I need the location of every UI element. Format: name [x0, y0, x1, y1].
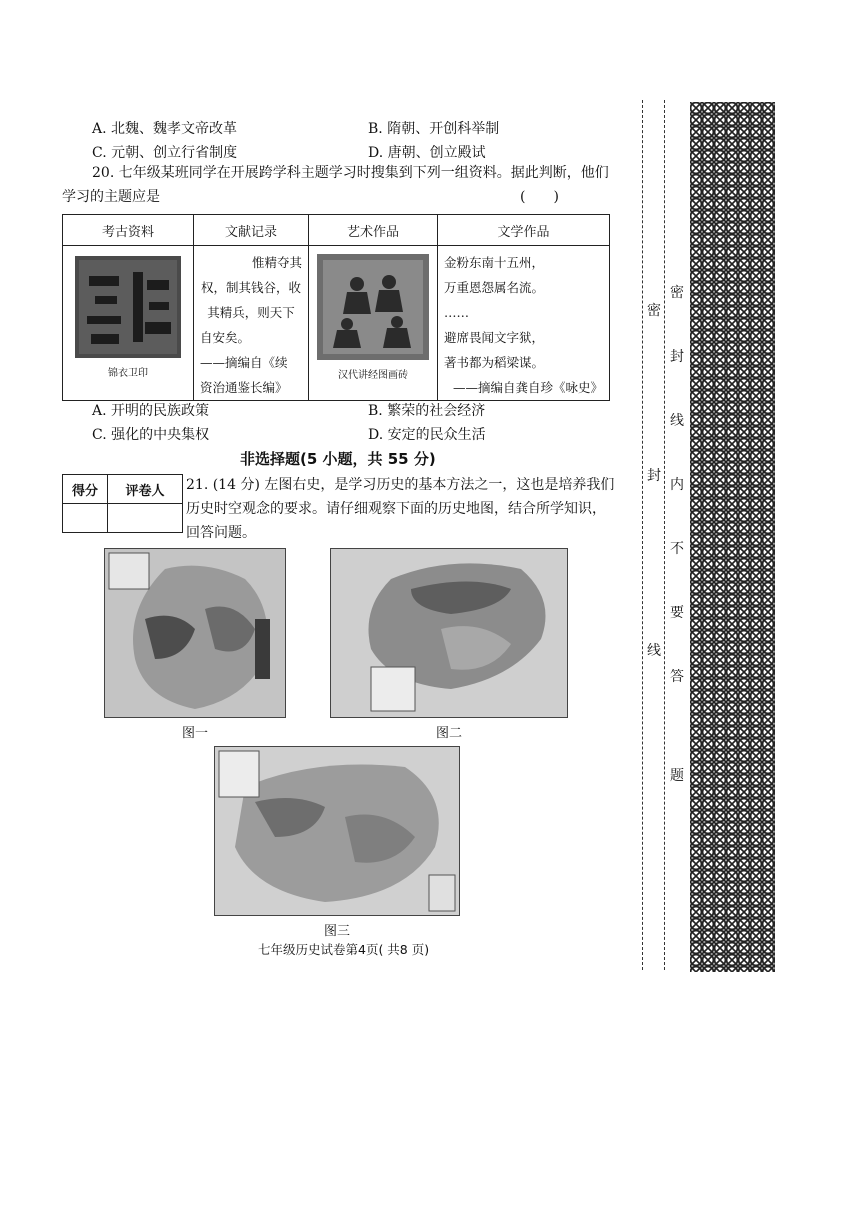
section-title: 非选择题(5 小题，共 55 分) — [240, 450, 436, 468]
seal-char: 答 — [670, 669, 684, 685]
dashed-line-left — [642, 100, 643, 970]
q20-option-a: A. 开明的民族政策 — [92, 403, 210, 419]
seal-glyph-icon — [75, 256, 181, 358]
seal-cell — [63, 246, 194, 401]
score-label: 得分 — [63, 475, 108, 504]
q20-option-d: D. 安定的民众生活 — [368, 427, 486, 443]
q20-stem-line1: 20. 七年级某班同学在开展跨学科主题学习时搜集到下列一组资料。据此判断，他们 — [92, 165, 609, 181]
lit-line: 万重恩怨属名流。 — [444, 280, 545, 295]
seal-char: 密 — [647, 303, 661, 319]
doc-line: 惟精夺其 — [251, 255, 302, 270]
art-caption: 汉代讲经图画砖 — [338, 370, 408, 381]
q19-option-a: A. 北魏、魏孝文帝改革 — [92, 121, 238, 137]
seal-image — [75, 256, 181, 358]
q21-stem-line3: 回答问题。 — [186, 525, 256, 541]
map-figure-1 — [104, 548, 286, 718]
seal-caption: 锦衣卫印 — [108, 368, 148, 379]
doc-line: 权，制其钱谷，收 — [200, 280, 301, 295]
yuan-era-map-icon — [331, 549, 567, 717]
q20-stem-line2: 学习的主题应是 — [62, 189, 160, 205]
map-caption-2: 图二 — [436, 726, 463, 741]
documents-cell — [194, 246, 309, 401]
q20-answer-paren: ( ) — [520, 189, 559, 205]
lit-line: 金粉东南十五州， — [444, 255, 545, 270]
q20-source-table — [62, 214, 610, 401]
map-caption-3: 图三 — [324, 924, 351, 939]
q19-option-c: C. 元朝、创立行省制度 — [92, 145, 238, 161]
score-blank[interactable] — [63, 504, 108, 533]
map-figure-3 — [214, 746, 460, 916]
lit-line: ——摘编自龚自珍《咏史》 — [452, 380, 603, 395]
qing-era-map-icon — [215, 747, 459, 915]
score-box — [62, 474, 183, 533]
q19-option-d: D. 唐朝、创立殿试 — [368, 145, 486, 161]
seal-char: 密 — [670, 285, 684, 301]
map-caption-1: 图一 — [182, 726, 209, 741]
grader-blank[interactable] — [108, 504, 183, 533]
doc-line: 其精兵，则天下 — [207, 305, 295, 320]
seal-char: 内 — [670, 477, 684, 493]
header-art: 艺术作品 — [309, 215, 438, 246]
q21-stem-line1: 21. (14 分) 左图右史，是学习历史的基本方法之一，这也是培养我们 — [186, 477, 615, 493]
page-footer: 七年级历史试卷第4页( 共8 页) — [258, 942, 430, 957]
brick-image — [317, 254, 429, 360]
grader-label: 评卷人 — [108, 475, 183, 504]
header-documents: 文献记录 — [194, 215, 309, 246]
seal-char: 要 — [670, 605, 684, 621]
security-pattern-strip — [690, 102, 775, 972]
map-figure-2 — [330, 548, 568, 718]
seal-char: 封 — [670, 349, 684, 365]
seal-char: 题 — [670, 768, 684, 784]
doc-line: ——摘编自《续 — [200, 355, 288, 370]
lecture-brick-icon — [317, 254, 429, 360]
lit-line: 著书都为稻梁谋。 — [444, 355, 545, 370]
doc-line: 自安矣。 — [200, 330, 251, 345]
q20-option-c: C. 强化的中央集权 — [92, 427, 210, 443]
q19-option-b: B. 隋朝、开创科举制 — [368, 121, 500, 137]
lit-line: …… — [444, 305, 469, 320]
literature-cell — [438, 246, 610, 401]
q21-stem-line2: 历史时空观念的要求。请仔细观察下面的历史地图，结合所学知识， — [186, 501, 606, 517]
seal-char: 不 — [670, 541, 684, 557]
art-cell — [309, 246, 438, 401]
header-literature: 文学作品 — [438, 215, 610, 246]
seal-char: 封 — [647, 468, 661, 484]
q20-option-b: B. 繁荣的社会经济 — [368, 403, 486, 419]
song-era-map-icon — [105, 549, 285, 717]
seal-char: 线 — [670, 413, 684, 429]
doc-line: 资治通鉴长编》 — [200, 380, 288, 395]
lit-line: 避席畏闻文字狱， — [444, 330, 545, 345]
dashed-line-right — [664, 100, 665, 970]
header-archaeology: 考古资料 — [63, 215, 194, 246]
seal-char: 线 — [647, 643, 661, 659]
